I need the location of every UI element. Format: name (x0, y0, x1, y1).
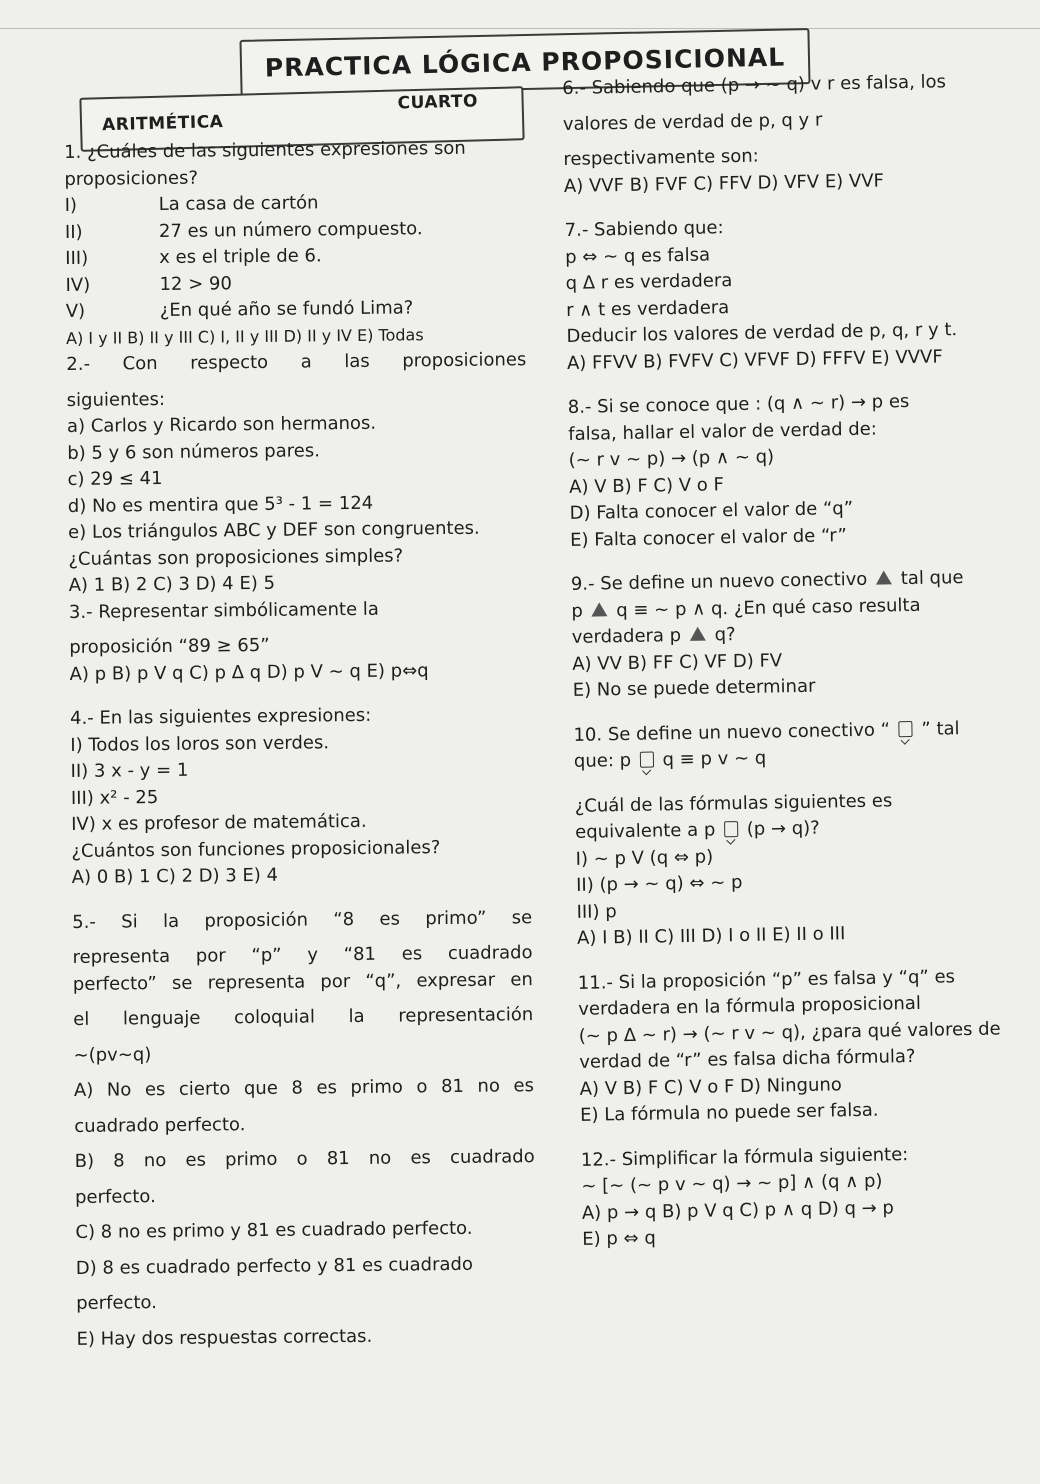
q5-formula: ~(pv~q) (73, 1043, 152, 1066)
q10-question: equivalente a p (p → q)? (575, 817, 820, 843)
q9-option-e: E) No se puede determinar (572, 675, 816, 701)
right-column (562, 68, 1040, 1253)
q1-options: A) I y II B) II y III C) I, II y III D) II y IV E) Todas (65, 324, 424, 348)
q2-item: d) No es mentira que 5³ - 1 = 124 (67, 492, 374, 517)
q5-stem: 5.- Si la proposición “8 es primo” se (72, 906, 533, 933)
q2-question: ¿Cuántas son proposiciones simples? (68, 544, 404, 570)
page-title: PRACTICA LÓGICA PROPOSICIONAL (239, 28, 810, 96)
q2-item: a) Carlos y Ricardo son hermanos. (66, 412, 377, 437)
q4-item: III) x² - 25 (70, 786, 159, 809)
q12-option-e: E) p ⇔ q (582, 1227, 656, 1250)
q4-item: II) 3 x - y = 1 (70, 759, 189, 782)
q2-item: c) 29 ≤ 41 (67, 467, 163, 490)
q12-stem: 12.- Simplificar la fórmula siguiente: (580, 1143, 909, 1171)
q4-options: A) 0 B) 1 C) 2 D) 3 E) 4 (71, 864, 279, 888)
q6-stem: respectivamente son: (563, 145, 759, 170)
q8-options: A) V B) F C) V o F (568, 473, 725, 498)
q1-stem: proposiciones? (64, 167, 199, 190)
q3-options: A) p B) p V q C) p Δ q D) p V ~ q E) p⇔q (69, 659, 429, 685)
q10-stem: 10. Se define un nuevo conectivo “ ” tal (573, 717, 960, 746)
q5-option-a: cuadrado perfecto. (74, 1113, 246, 1137)
box-connective-icon (724, 821, 738, 837)
q10-item: I) ~ p V (q ⇔ p) (575, 845, 714, 870)
q9-options: A) VV B) FF C) VF D) FV (572, 649, 783, 675)
q7-stem: 7.- Sabiendo que: (564, 217, 724, 241)
q7-question: Deducir los valores de verdad de p, q, r y t. (566, 319, 958, 347)
q5-option-d: perfecto. (76, 1292, 157, 1314)
q6-stem: 6.- Sabiendo que (p → ~ q) v r es falsa, los (562, 71, 947, 99)
q12-formula: ~ [~ (~ p v ~ q) → ~ p] ∧ (q ∧ p) (581, 1170, 883, 1197)
q9-question: verdadera p q? (571, 624, 736, 648)
q9-stem: 9.- Se define un nuevo conectivo tal que (570, 567, 964, 595)
q10-item: III) p (576, 900, 617, 923)
q11-stem: verdadera en la fórmula proposicional (578, 992, 922, 1020)
q5-option-d: D) 8 es cuadrado perfecto y 81 es cuadrado (75, 1253, 474, 1279)
q4-question: ¿Cuántos son funciones proposicionales? (71, 836, 441, 862)
q3-stem: 3.- Representar simbólicamente la (68, 598, 379, 623)
box-connective-icon (899, 720, 913, 736)
q7-premise: q Δ r es verdadera (565, 270, 733, 294)
q5-option-a: A) No es cierto que 8 es primo o 81 no es (73, 1075, 535, 1101)
q10-item: II) (p → ~ q) ⇔ ~ p (575, 871, 743, 896)
q8-stem: falsa, hallar el valor de verdad de: (568, 418, 878, 445)
q2-stem: siguientes: (66, 388, 166, 411)
q5-option-e: E) Hay dos respuestas correctas. (76, 1325, 373, 1350)
q1-stem: 1. ¿Cuáles de las siguientes expresiones son (64, 137, 466, 163)
subject-label: ARITMÉTICA (101, 112, 224, 136)
top-rule (0, 28, 1040, 29)
q4-stem: 4.- En las siguientes expresiones: (69, 704, 372, 729)
q7-options: A) FFVV B) FVFV C) VFVF D) FFFV E) VVVF (566, 345, 943, 374)
q3-stem: proposición “89 ≥ 65” (69, 634, 270, 658)
q10-question: ¿Cuál de las fórmulas siguientes es (574, 789, 893, 817)
q2-item: e) Los triángulos ABC y DEF son congruentes. (68, 517, 480, 543)
q11-options: A) V B) F C) V o F D) Ninguno (579, 1073, 842, 1100)
q6-options: A) VVF B) FVF C) FFV D) VFV E) VVF (563, 169, 885, 197)
q5-option-b: perfecto. (74, 1185, 156, 1208)
q5-stem: representa por “p” y “81 es cuadrado (72, 942, 533, 968)
q4-item: I) Todos los loros son verdes. (70, 731, 330, 756)
q1-item: III) x es el triple de 6. (65, 245, 322, 269)
q1-item: V) ¿En qué año se fundó Lima? (65, 297, 414, 322)
grade-label: CUARTO (397, 91, 479, 114)
q11-stem: verdad de “r” es falsa dicha fórmula? (579, 1045, 916, 1073)
q2-options: A) 1 B) 2 C) 3 D) 4 E) 5 (68, 572, 276, 596)
q1-item: I) La casa de cartón (64, 192, 319, 216)
q2-item: b) 5 y 6 son números pares. (67, 439, 320, 464)
q11-stem: 11.- Si la proposición “p” es falsa y “q” es (577, 965, 956, 994)
q8-option-e: E) Falta conocer el valor de “r” (569, 524, 847, 551)
q12-options: A) p → q B) p V q C) p ∧ q D) q → p (581, 1196, 895, 1224)
q1-item: IV) 12 > 90 (65, 272, 232, 296)
q11-formula: (~ p Δ ~ r) → (~ r v ~ q), ¿para qué valores de (578, 1017, 1001, 1047)
q5-option-c: C) 8 no es primo y 81 es cuadrado perfecto. (75, 1217, 473, 1243)
new-connective-icon (591, 602, 607, 616)
q7-premise: p ⇔ ~ q es falsa (564, 243, 711, 268)
q10-options: A) I B) II C) III D) I o II E) II o III (576, 923, 846, 949)
q2-stem: 2.- Con respecto a las proposiciones (66, 349, 527, 375)
q6-stem: valores de verdad de p, q y r (562, 108, 823, 135)
q5-stem: perfecto” se representa por “q”, expresar en (72, 968, 533, 995)
q8-formula: (~ r v ~ p) → (p ∧ ~ q) (568, 446, 775, 471)
q8-stem: 8.- Si se conoce que : (q ∧ ~ r) → p es (567, 390, 910, 418)
q9-definition: p q ≡ ~ p ∧ q. ¿En qué caso resulta (571, 594, 921, 622)
box-connective-icon (640, 752, 654, 768)
q7-premise: r ∧ t es verdadera (565, 296, 730, 321)
q1-item: II) 27 es un número compuesto. (64, 217, 423, 243)
q5-stem: el lenguaje coloquial la representación (73, 1004, 534, 1030)
new-connective-icon (690, 627, 706, 641)
q5-option-b: B) 8 no es primo o 81 no es cuadrado (74, 1146, 535, 1172)
q11-option-e: E) La fórmula no puede ser falsa. (579, 1099, 879, 1126)
q10-definition: que: p q ≡ p v ~ q (573, 747, 767, 772)
left-column (64, 135, 537, 1353)
q4-item: IV) x es profesor de matemática. (71, 810, 367, 835)
new-connective-icon (876, 570, 892, 584)
q8-option-d: D) Falta conocer el valor de “q” (569, 497, 854, 524)
